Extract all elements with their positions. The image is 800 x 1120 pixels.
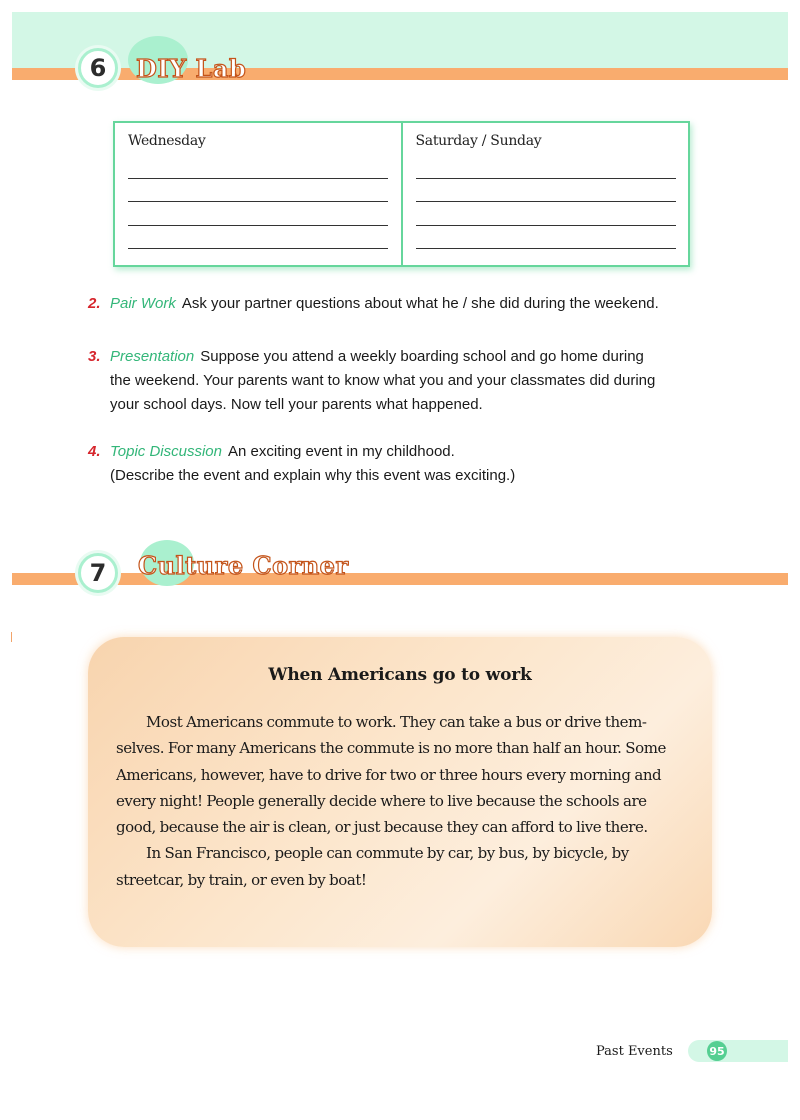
section-divider [12, 573, 788, 585]
task-text: Ask your partner questions about what he / she did during the weekend. [181, 295, 659, 312]
footer-unit-title: Past Events [596, 1044, 673, 1059]
section-title: DIY Lab [136, 54, 247, 83]
section-divider [12, 68, 788, 80]
diy-table [113, 121, 690, 267]
task-type: Presentation [110, 348, 195, 365]
task-text: your school days. Now tell your parents what happened. [110, 396, 483, 413]
section-number-badge: 7 [78, 553, 118, 593]
task-type: Topic Discussion [110, 443, 222, 460]
task-text: the weekend. Your parents want to know what you and your classmates did during [110, 372, 656, 389]
footer-band [688, 1040, 788, 1062]
reading-heading: When Americans go to work [268, 665, 532, 685]
reading-paragraph: Most Americans commute to work. They can take a bus or drive them-selves. For many Americans the commute is no more than half an hour. Some Americans, however, have to drive for two or three hours every morning and every night! People generally decide where to live because the schools are good, because the air is clean, or just because they can afford to live there. [116, 713, 666, 837]
diy-column [401, 123, 689, 265]
diy-column-header: Saturday / Sunday [415, 133, 542, 149]
task-text: An exciting event in my childhood. [228, 443, 455, 460]
margin-mark [11, 632, 12, 642]
reading-paragraph: In San Francisco, people can commute by car, by bus, by bicycle, by streetcar, by train, or even by boat! [116, 844, 629, 889]
writing-line[interactable] [416, 178, 676, 179]
task-type: Pair Work [110, 295, 176, 312]
diy-column-header: Wednesday [128, 133, 206, 149]
writing-line[interactable] [128, 201, 388, 202]
writing-line[interactable] [128, 178, 388, 179]
task-item [88, 440, 515, 488]
task-text: (Describe the event and explain why this event was exciting.) [110, 467, 516, 484]
diy-column [115, 123, 401, 265]
section-number-badge: 6 [78, 48, 118, 88]
page-number: 95 [707, 1041, 727, 1061]
section-title: Culture Corner [138, 551, 349, 580]
task-number: 4. [88, 443, 101, 460]
culture-reading-box [88, 637, 712, 947]
writing-line[interactable] [128, 225, 388, 226]
reading-text [116, 709, 686, 893]
writing-line[interactable] [416, 248, 676, 249]
writing-line[interactable] [128, 248, 388, 249]
task-item [88, 345, 655, 417]
writing-line[interactable] [416, 201, 676, 202]
task-item [88, 292, 659, 316]
task-text: Suppose you attend a weekly boarding school and go home during [200, 348, 644, 365]
task-number: 3. [88, 348, 101, 365]
task-number: 2. [88, 295, 101, 312]
writing-line[interactable] [416, 225, 676, 226]
